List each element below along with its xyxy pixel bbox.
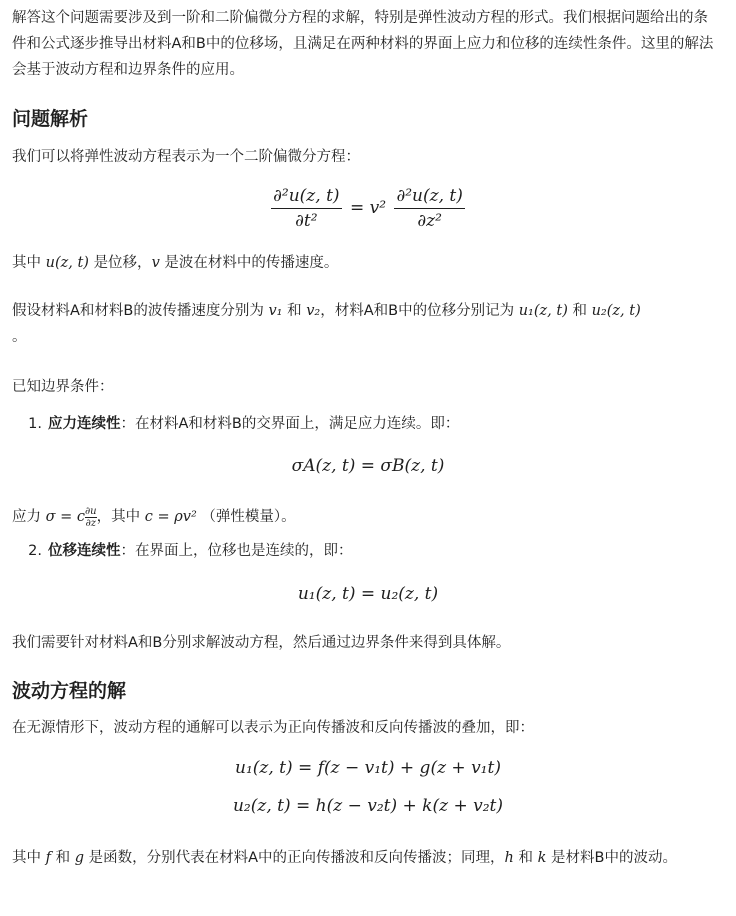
math-u2: u₂(z, t) (591, 303, 641, 319)
math-v2: v₂ (306, 303, 321, 319)
list-item-title: 位移连续性 (48, 543, 121, 559)
solution-equation-a: u₁(z, t) = f(z − v₁t) + g(z + v₁t) (235, 758, 501, 778)
math-u1: u₁(z, t) (518, 303, 568, 319)
text: 是材料B中的波动。 (551, 850, 677, 866)
math-c: c = ρv² (144, 509, 197, 525)
list-number: 1. (28, 416, 42, 432)
fraction-numerator: ∂u (85, 505, 97, 517)
text: 。 (12, 329, 27, 345)
displacement-definition (12, 250, 722, 276)
solution-equation-b: u₂(z, t) = h(z − v₂t) + k(z + v₂t) (232, 796, 504, 816)
lhs-fraction (271, 184, 341, 233)
list-number: 2. (28, 543, 42, 559)
lhs-numerator: ∂²u(z, t) (271, 184, 341, 209)
list-item-title: 应力连续性 (48, 416, 121, 432)
text: ：在界面上，位移也是连续的，即： (120, 543, 353, 559)
intro-paragraph: 解答这个问题需要涉及到一阶和二阶偏微分方程的求解，特别是弹性波动方程的形式。我们根据问题给出的条件和公式逐步推导出材料A和B中的位移场，且满足在两种材料的界面上应力和位移的连续性条件。这里的解法会基于波动方程和边界条件的应用。 (12, 10, 714, 78)
rhs-denominator: ∂z² (417, 211, 442, 231)
text: 其中 (12, 255, 41, 271)
text: 和 (518, 850, 533, 866)
wave-equation-intro: 我们可以将弹性波动方程表示为一个二阶偏微分方程： (12, 149, 360, 165)
text: ：在材料A和材料B的交界面上，满足应力连续。即： (120, 416, 460, 432)
text: 应力 (12, 509, 41, 525)
section-heading-solution: 波动方程的解 (12, 680, 127, 702)
list-item-displacement (12, 538, 722, 564)
math-v: v (151, 255, 160, 271)
section-heading-analysis: 问题解析 (12, 108, 89, 130)
lhs-denominator: ∂t² (295, 211, 318, 231)
wave-equation (0, 184, 736, 233)
velocity-squared: v² (369, 198, 387, 218)
du-dz-fraction (85, 506, 97, 529)
text: 其中 (12, 850, 41, 866)
text: 和 (572, 303, 587, 319)
math-v1: v₁ (268, 303, 283, 319)
general-solution-intro: 在无源情形下，波动方程的通解可以表示为正向传播波和反向传播波的叠加，即： (12, 720, 534, 736)
math-f: f (45, 850, 51, 866)
math-h: h (504, 850, 514, 866)
function-description (12, 845, 722, 871)
math-sigma: σ = c (45, 509, 85, 525)
text: 是波在材料中的传播速度。 (164, 255, 339, 271)
math-u: u(z, t) (45, 255, 89, 271)
text: ，材料A和B中的位移分别记为 (320, 303, 515, 319)
text: ，其中 (96, 509, 141, 525)
text: （弹性模量）。 (201, 509, 296, 525)
text: 假设材料A和材料B的波传播速度分别为 (12, 303, 264, 319)
fraction-denominator: ∂z (85, 517, 97, 529)
text: 是函数，分别代表在材料A中的正向传播波和反向传播波；同理， (88, 850, 505, 866)
rhs-numerator: ∂²u(z, t) (394, 184, 464, 209)
text: 是位移， (93, 255, 152, 271)
math-g: g (74, 850, 84, 866)
text: 和 (55, 850, 71, 866)
text: 和 (287, 303, 302, 319)
material-assumption (12, 298, 722, 350)
stress-definition (12, 504, 722, 530)
solve-plan: 我们需要针对材料A和B分别求解波动方程，然后通过边界条件来得到具体解。 (12, 635, 511, 651)
math-k: k (537, 850, 547, 866)
boundary-conditions-intro: 已知边界条件： (12, 379, 114, 395)
list-item-stress (12, 411, 722, 437)
equals-sign: = (349, 198, 365, 218)
rhs-fraction (394, 184, 464, 233)
displacement-equation: u₁(z, t) = u₂(z, t) (297, 584, 439, 604)
stress-equation: σA(z, t) = σB(z, t) (291, 456, 445, 476)
